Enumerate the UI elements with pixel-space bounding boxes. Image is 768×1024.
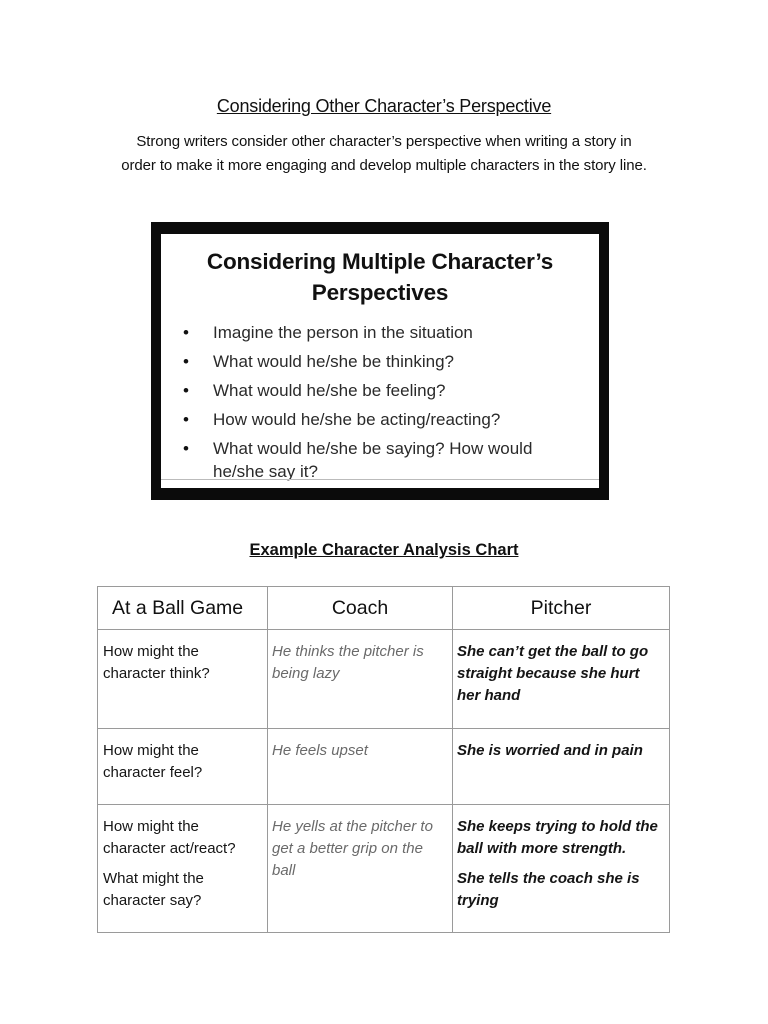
card-divider — [161, 479, 599, 480]
column-header-coach: Coach — [268, 587, 453, 630]
card-bullet-text: Imagine the person in the situation — [213, 323, 473, 342]
row-label-act: How might the character act/react? — [103, 818, 236, 857]
column-header-setting: At a Ball Game — [98, 587, 268, 630]
card-bullet-item — [179, 351, 579, 374]
coach-cell-think: He thinks the pitcher is being lazy — [268, 630, 453, 729]
character-analysis-table — [97, 586, 670, 933]
card-bullet-text: How would he/she be acting/reacting? — [213, 410, 501, 429]
card-title-line: Perspectives — [311, 280, 449, 305]
perspectives-card — [161, 234, 599, 488]
intro-line: Strong writers consider other character’s perspective when writing a story in — [136, 133, 632, 150]
chart-heading: Example Character Analysis Chart — [249, 541, 519, 559]
pitcher-cell-feel: She is worried and in pain — [453, 729, 670, 805]
bullet-icon: • — [183, 439, 189, 458]
card-bullet-item — [179, 438, 579, 483]
table-row — [98, 805, 670, 933]
perspectives-card-frame — [151, 222, 609, 500]
row-label-act-say — [98, 805, 268, 933]
coach-cell-feel: He feels upset — [268, 729, 453, 805]
card-bullet-text: What would he/she be feeling? — [213, 381, 446, 400]
card-bullet-text: What would he/she be thinking? — [213, 352, 454, 371]
bullet-icon: • — [183, 381, 189, 400]
card-bullet-list — [179, 322, 579, 490]
pitcher-cell-act-say — [453, 805, 670, 933]
row-label-feel: How might the character feel? — [98, 729, 268, 805]
table-row — [98, 729, 670, 805]
card-bullet-item — [179, 380, 579, 403]
row-label-say: What might the character say? — [103, 870, 204, 909]
card-bullet-text: What would he/she be saying? How would he/she say it? — [213, 439, 533, 481]
table-header-row — [98, 587, 670, 630]
card-title-line: Considering Multiple Character’s — [206, 249, 554, 274]
intro-paragraph — [80, 130, 688, 178]
card-bullet-item — [179, 409, 579, 432]
card-title — [161, 246, 599, 308]
pitcher-text-say: She tells the coach she is trying — [457, 870, 640, 909]
bullet-icon: • — [183, 352, 189, 371]
row-label-think: How might the character think? — [98, 630, 268, 729]
coach-cell-act: He yells at the pitcher to get a better grip on the ball — [268, 805, 453, 933]
pitcher-cell-think: She can’t get the ball to go straight because she hurt her hand — [453, 630, 670, 729]
page-title: Considering Other Character’s Perspective — [216, 96, 552, 116]
spacer — [103, 860, 263, 868]
table-row — [98, 630, 670, 729]
card-bullet-item — [179, 322, 579, 345]
bullet-icon: • — [183, 410, 189, 429]
column-header-pitcher: Pitcher — [453, 587, 670, 630]
pitcher-text-act: She keeps trying to hold the ball with more strength. — [457, 818, 658, 857]
spacer — [457, 860, 665, 868]
bullet-icon: • — [183, 323, 189, 342]
intro-line: order to make it more engaging and develop multiple characters in the story line. — [121, 157, 647, 174]
